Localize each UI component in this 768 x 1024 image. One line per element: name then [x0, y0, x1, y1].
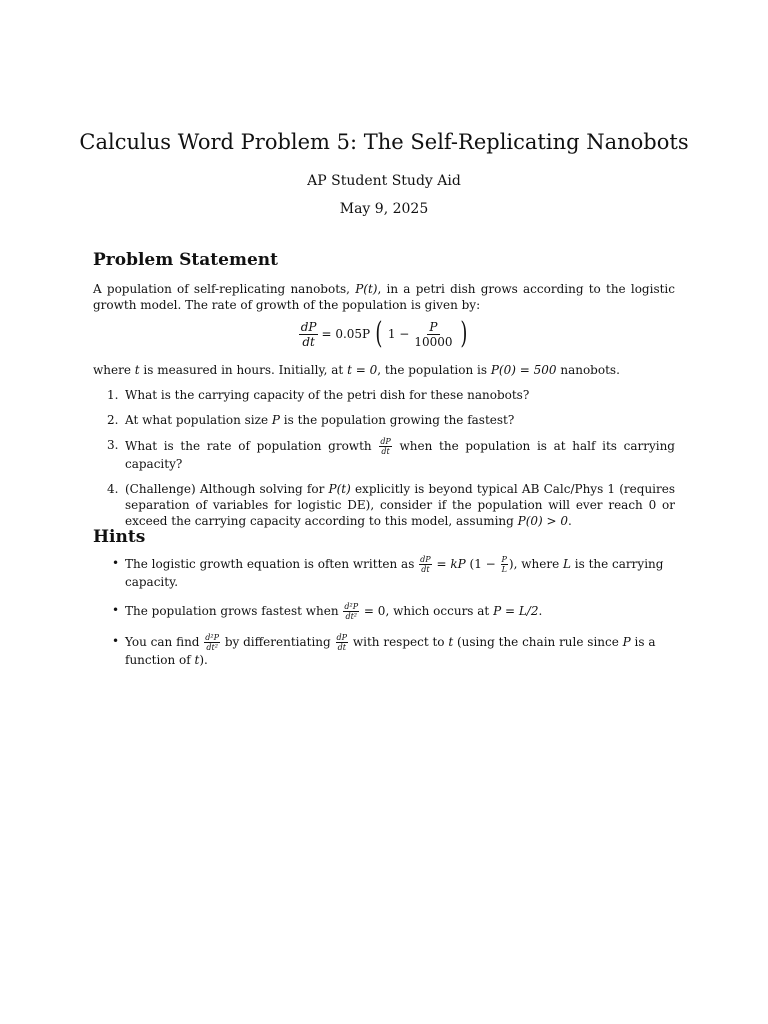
- text: , the population is: [377, 363, 491, 377]
- math-var: = kP: [432, 557, 470, 571]
- list-item: [93, 481, 675, 529]
- math-var: P(t): [355, 282, 378, 296]
- fraction-dp-dt: [419, 555, 432, 574]
- fraction-dp-dt: [379, 437, 392, 456]
- fraction-denominator: L: [501, 565, 507, 574]
- bullet-icon: •: [112, 556, 120, 570]
- math-var: P: [622, 635, 631, 649]
- problem-intro: [93, 281, 675, 313]
- equation-inner: 1 −: [387, 327, 410, 341]
- list-number: 2.: [107, 413, 119, 427]
- question-text: explicitly is beyond typical AB Calc/Phys 1 (requires separation of variables for logistic DE), consider if the population will ever reach 0 or exceed the carrying capacity according to this model, assuming: [125, 482, 675, 528]
- math-var: t: [194, 653, 200, 667]
- math-var: t = 0: [347, 363, 378, 377]
- equation-middle: = 0.05P: [321, 327, 371, 341]
- fraction-d2p-dt2: [343, 602, 359, 621]
- fraction-dp-dt: [336, 633, 349, 652]
- math-var: ): [508, 557, 514, 571]
- fraction-d2p-dt2: [204, 633, 220, 652]
- list-item: [93, 602, 675, 621]
- fraction-numerator: d²P: [205, 633, 220, 642]
- fraction-numerator: P: [429, 319, 438, 334]
- intro-text: , in a petri dish grows according to the logistic growth model. The rate of growth of the population is given by:: [93, 282, 675, 312]
- math-var: P(0) > 0: [517, 514, 569, 528]
- fraction-numerator: d²P: [344, 602, 359, 611]
- hint-text: The logistic growth equation is often written as: [125, 557, 419, 571]
- fraction-numerator: P: [501, 555, 507, 564]
- date: May 9, 2025: [339, 201, 429, 217]
- fraction-p-capacity: [412, 320, 454, 349]
- math-var: t: [134, 363, 140, 377]
- math-var: L: [563, 557, 571, 571]
- math-var: P: [271, 413, 280, 427]
- list-item: [93, 555, 675, 590]
- math-var: P(t): [328, 482, 351, 496]
- text: where: [93, 363, 135, 377]
- author: AP Student Study Aid: [307, 173, 461, 189]
- intro-text: A population of self-replicating nanobots,: [93, 282, 356, 296]
- hint-list: [93, 555, 675, 680]
- list-item: [93, 387, 675, 403]
- hint-text: , which occurs at: [385, 604, 494, 618]
- math-var: t: [448, 635, 454, 649]
- hint-text: .: [538, 604, 543, 618]
- hint-text: is the carrying capacity.: [125, 557, 664, 589]
- fraction-numerator: dP: [420, 555, 431, 564]
- text: nanobots.: [556, 363, 620, 377]
- question-text: What is the rate of population growth: [125, 439, 379, 453]
- math-var: P(0) = 500: [490, 363, 557, 377]
- list-number: 3.: [107, 438, 119, 452]
- math-var: P = L/2: [493, 604, 539, 618]
- list-item: [93, 437, 675, 472]
- hint-text: ).: [199, 653, 208, 667]
- fraction-denominator: dt: [302, 334, 315, 349]
- list-number: 1.: [107, 388, 119, 402]
- question-text: (Challenge) Although solving for: [125, 482, 329, 496]
- question-text: What is the carrying capacity of the petri dish for these nanobots?: [125, 388, 530, 402]
- initial-condition: [93, 362, 675, 378]
- fraction-denominator: dt: [381, 447, 390, 456]
- question-text: is the population growing the fastest?: [279, 413, 515, 427]
- page-title: Calculus Word Problem 5: The Self-Replicating Nanobots: [79, 130, 689, 154]
- question-text: when the population is at half its carrying capacity?: [125, 439, 675, 471]
- fraction-denominator: dt: [337, 643, 346, 652]
- left-paren: (: [375, 316, 383, 351]
- question-list: [93, 387, 675, 538]
- fraction-denominator: dt²: [345, 612, 358, 621]
- bullet-icon: •: [112, 603, 120, 617]
- hint-text: is a function of: [125, 635, 656, 667]
- math-var: = 0: [360, 604, 386, 618]
- section-heading-problem: Problem Statement: [93, 250, 278, 270]
- hint-text: The population grows fastest when: [125, 604, 343, 618]
- hint-text: , where: [513, 557, 563, 571]
- right-paren: ): [459, 316, 467, 351]
- fraction-dp-dt: [299, 320, 319, 349]
- hint-text: (using the chain rule since: [453, 635, 623, 649]
- question-text: .: [568, 514, 572, 528]
- fraction-numerator: dP: [336, 633, 348, 642]
- bullet-icon: •: [112, 634, 120, 648]
- hint-text: You can find: [125, 635, 204, 649]
- list-item: [93, 633, 675, 668]
- hint-text: by differentiating: [221, 635, 335, 649]
- text: is measured in hours. Initially, at: [139, 363, 348, 377]
- hint-text: with respect to: [349, 635, 449, 649]
- list-number: 4.: [107, 482, 119, 496]
- list-item: [93, 412, 675, 428]
- math-var: (1 −: [469, 557, 500, 571]
- section-heading-hints: Hints: [93, 527, 146, 547]
- logistic-equation: [0, 316, 768, 351]
- fraction-denominator: dt²: [206, 643, 218, 652]
- fraction-denominator: 10000: [414, 334, 453, 349]
- fraction-denominator: dt: [421, 565, 430, 574]
- question-text: At what population size: [125, 413, 272, 427]
- fraction-p-l: [501, 555, 508, 574]
- fraction-numerator: dP: [300, 319, 317, 334]
- fraction-numerator: dP: [380, 437, 391, 446]
